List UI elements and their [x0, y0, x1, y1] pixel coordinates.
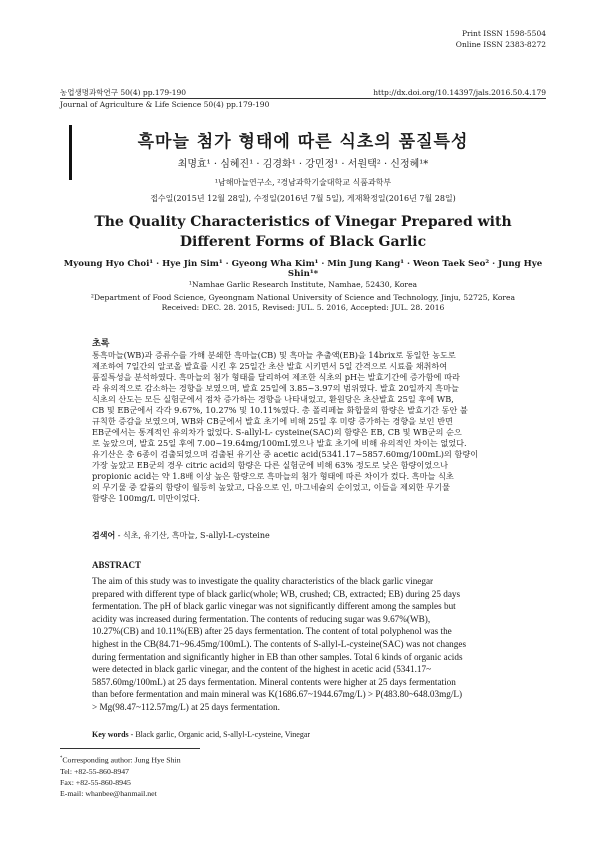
abstract-ko-body: 통흑마늘(WB)과 증류수를 가해 분쇄한 흑마늘(CB) 및 흑마늘 추출액(EB)을 14brix로 동일한 농도로 제조하여 7일간의 알코올 발효를 시킨 후 25일간 초산 발효 시키면서 5일 간격으로 시료를 채취하여 품질특성을 분석하였다. 흑마늘의 첨가 형태를 달리하여 제조한 식초의 pH는 발효기간에 증가함에 따라 라 유의적으로 감소하는 경향을 보였으며, 발효 25일에 3.85~3.97의 범위였다. 발효 20일까지 흑마늘 식초의 산도는 모든 실험군에서 점차 증가하는 경향을 나타내었고, 환원당은 초산발효 25일 후에 WB, CB 및 EB군에서 각각 9.67%, 10.27% 및 10.11%였다. 총 폴리페놀 화합물의 함량은 발효기간 동안 불 규칙한 증감을 보였으며, WB와 CB군에서 발효 초기에 비해 25일 후 미량 증가하는 경향을 보인 반면 EB군에서는 통계적인 유의차가 없었다. S-allyl-L- cysteine(SAC)의 함량은 EB, CB 및 WB군의 순으 로 높았으며, 발효 25일 후에 7.00~19.64mg/100mL였으나 발효 초기에 비해 유의적인 차이는 없었다. 유기산은 총 6종이 검출되었으며 검출된 유기산 중 acetic acid(5341.17~5857.60mg/100mL)의 함량이 가장 높았고 EB군의 경우 citric acid의 함량은 다른 실험군에 비해 63% 정도로 낮은 함량이었으나 propionic acid는 약 1.8배 이상 높은 함량으로 흑마늘의 첨가 형태에 따른 차이가 컸다. 흑마늘 식초 의 무기물 중 칼륨의 함량이 월등히 높았고, 다음으로 인, 마그네슘의 순이었고, 이들을 제외한 무기물 함량은 100mg/L 미만이었다. [92, 350, 479, 503]
corresponding-author: *Corresponding author: Jung Hye Shin [60, 755, 181, 765]
paper-title-ko: 흑마늘 첨가 형태에 따른 식초의 품질특성 [137, 132, 469, 152]
affiliation-en-2: ²Department of Food Science, Gyeongnam National University of Science and Technology, Jinju, 52725, Korea [90, 293, 516, 302]
dates-en: Received: DEC. 28. 2015, Revised: JUL. 5. 2016, Accepted: JUL. 28. 2016 [161, 303, 445, 312]
keywords-en [92, 730, 310, 739]
journal-name-en: Journal of Agriculture & Life Science 50(4) pp.179-190 [60, 100, 270, 109]
affiliation-ko: ¹남해마늘연구소, ²경남과학기술대학교 식품과학부 [214, 178, 392, 187]
footnote-tel: Tel: +82-55-860-8947 [60, 766, 130, 776]
paper-title-en-line2: Different Forms of Black Garlic [179, 234, 427, 250]
footnote-fax: Fax: +82-55-860-8945 [60, 777, 131, 787]
dates-ko: 접수일(2015년 12월 28일), 수정일(2016년 7월 5일), 게재확정일(2016년 7월 28일) [150, 194, 456, 203]
abstract-en-heading: ABSTRACT [92, 560, 142, 570]
affiliation-en-1: ¹Namhae Garlic Research Institute, Namhae, 52430, Korea [188, 280, 418, 289]
keywords-ko-list: - 식초, 유기산, 흑마늘, S-allyl-L-cysteine [115, 531, 270, 540]
journal-header-ko [60, 88, 546, 98]
authors-en: Myoung Hyo Choi¹ · Hye Jin Sim¹ · Gyeong Wha Kim¹ · Min Jung Kang¹ · Weon Taek Seo² · Jung Hye Shin¹* [63, 259, 543, 279]
affiliation-en [60, 278, 546, 304]
keywords-ko [92, 530, 270, 541]
footnote-rule [60, 748, 200, 749]
footnote [60, 753, 181, 799]
footnote-email[interactable]: E-mail: whanbee@hanmail.net [60, 788, 157, 798]
abstract-en-body: The aim of this study was to investigate the quality characteristics of the black garlic vinegar prepared with different type of black garlic(whole; WB, crushed; CB, extracted; EB) during 25 days fermentation. The pH of black garlic vinegar was not significantly different among the samples but acidity was increased during fermentation. The contents of reducing sugar was 9.67%(WB), 10.27%(CB) and 10.11%(EB) after 25 days fermentation. The content of total polyphenol was the highest in the CB(84.71~96.45mg/100mL). The contents of S-allyl-L-cysteine(SAC) was not changes during fermentation and significantly higher in EB than other samples. Total 6 kinds of organic acids were detected in black garlic vinegar, and the content of the highest in acetic acid (5341.17~ 5857.60mg/100mL) at 25 days fermentation. Mineral contents were higher at 25 days fermentation than before fermentation and main mineral was K(1686.67~1944.67mg/L) > P(483.80~648.03mg/L) > Mg(98.47~112.57mg/L) at 25 days fermentation. [92, 576, 467, 712]
print-issn: Print ISSN 1598-5504 [461, 29, 546, 38]
authors-ko: 최명효¹ · 심혜진¹ · 김경화¹ · 강민정¹ · 서원택² · 신정혜¹* [177, 159, 429, 170]
keywords-en-list: - Black garlic, Organic acid, S-allyl-L-cysteine, Vinegar [128, 730, 311, 739]
header-rule [60, 98, 546, 99]
abstract-ko-heading: 초록 [92, 339, 110, 349]
doi-link[interactable]: http://dx.doi.org/10.14397/jals.2016.50.4.179 [373, 88, 546, 97]
journal-name-ko: 농업생명과학연구 50(4) pp.179-190 [60, 88, 187, 97]
online-issn: Online ISSN 2383-8272 [455, 40, 546, 49]
keywords-ko-label: 검색어 [92, 530, 116, 540]
paper-title-en-line1: The Quality Characteristics of Vinegar Prepared with [94, 214, 512, 230]
keywords-en-label: Key words [92, 730, 129, 739]
paper-title-en [60, 212, 546, 252]
